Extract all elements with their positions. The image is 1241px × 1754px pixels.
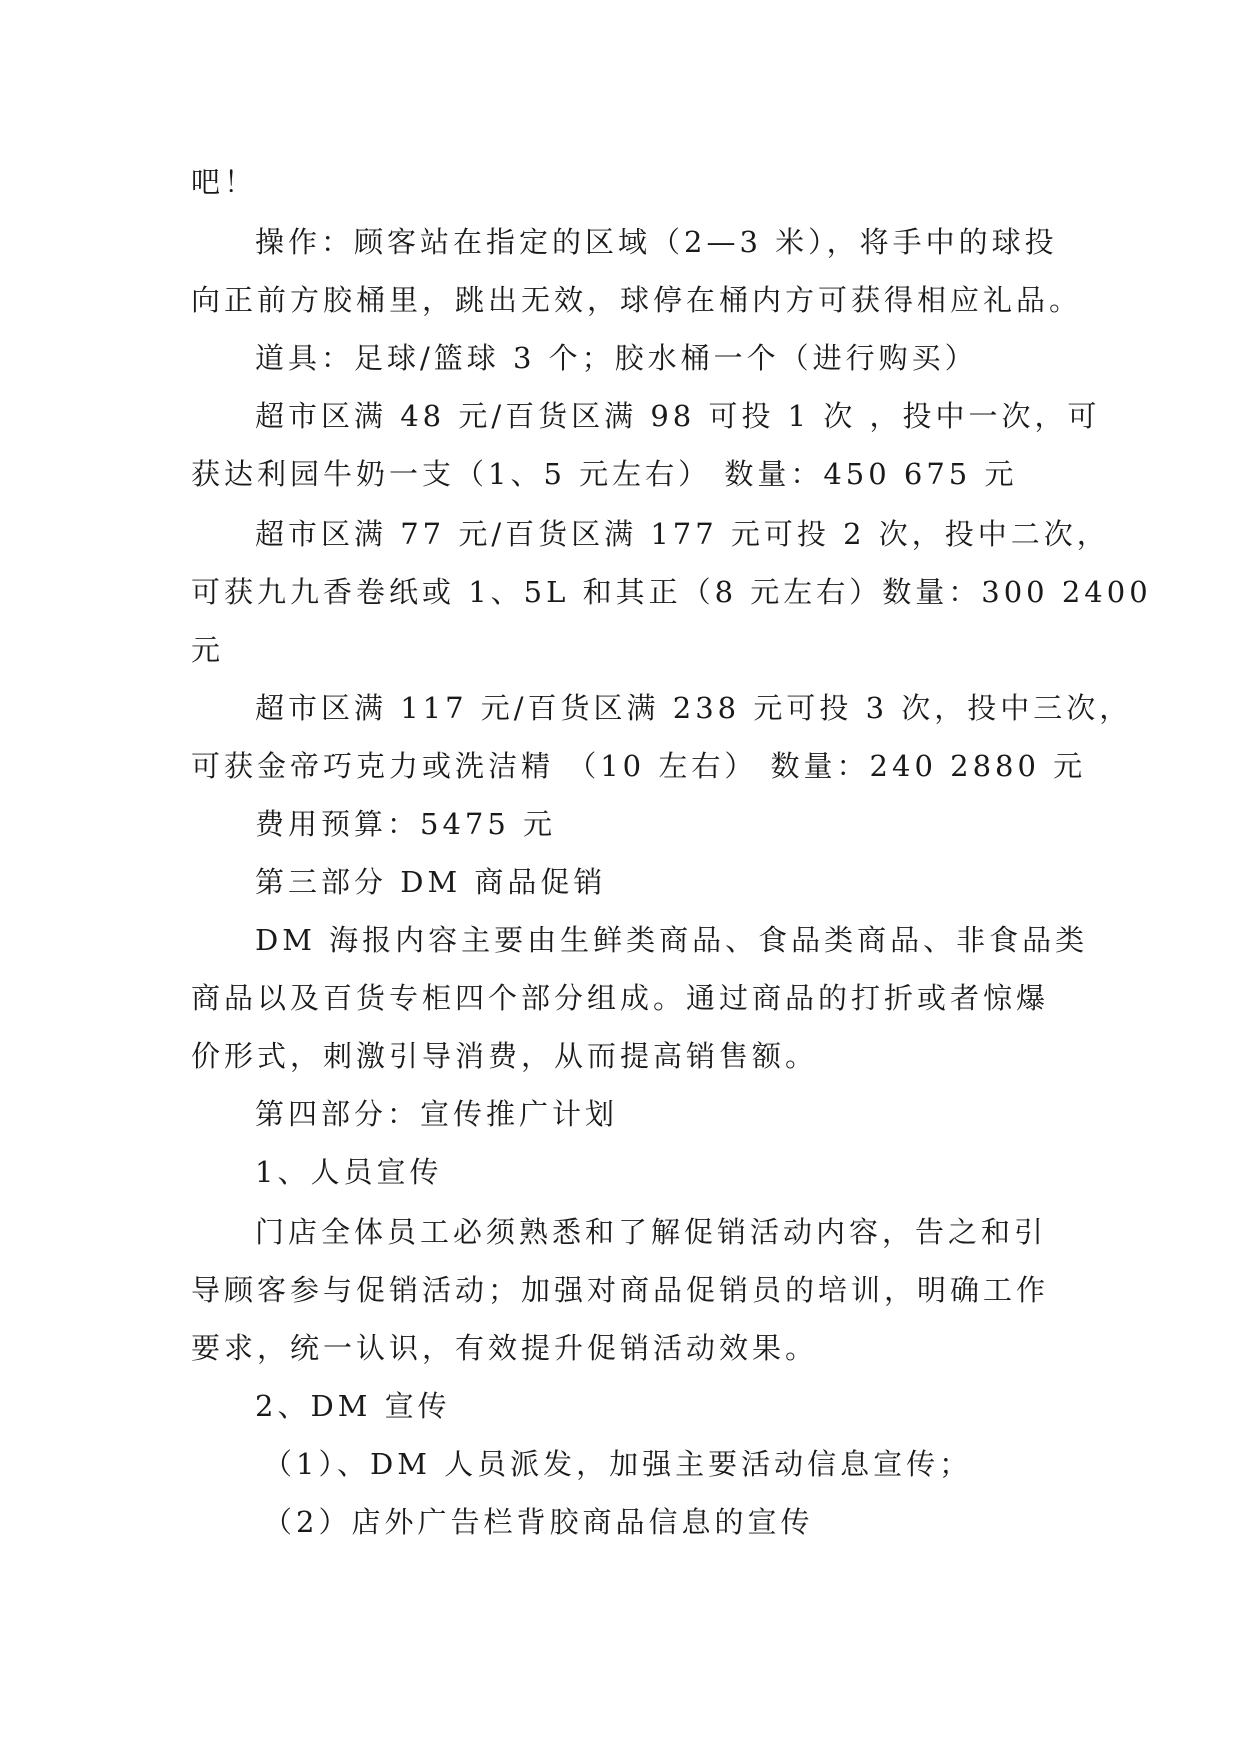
text-line: 商品以及百货专柜四个部分组成。通过商品的打折或者惊爆 (191, 981, 1050, 1015)
text-line: 超市区满 48 元/百货区满 98 可投 1 次 ，投中一次，可 (255, 399, 1101, 433)
text-line: DM 海报内容主要由生鲜类商品、食品类商品、非食品类 (255, 923, 1089, 957)
text-line: 道具：足球/篮球 3 个；胶水桶一个（进行购买） (255, 341, 978, 375)
list-item: （2）店外广告栏背胶商品信息的宣传 (263, 1505, 814, 1539)
text-line: 元 (191, 633, 225, 667)
text-line: 价形式，刺激引导消费，从而提高销售额。 (191, 1039, 819, 1073)
text-line: 可获九九香卷纸或 1、5L 和其正（8 元左右）数量：300 2400 (191, 575, 1152, 609)
subsection-heading: 1、人员宣传 (255, 1155, 443, 1189)
text-line: 费用预算：5475 元 (255, 807, 557, 841)
text-line: 要求，统一认识，有效提升促销活动效果。 (191, 1331, 819, 1365)
text-line: 门店全体员工必须熟悉和了解促销活动内容，告之和引 (255, 1215, 1048, 1249)
text-line: 获达利园牛奶一支（1、5 元左右） 数量：450 675 元 (191, 457, 1018, 491)
text-line: 超市区满 117 元/百货区满 238 元可投 3 次，投中三次， (255, 691, 1133, 725)
text-line: 向正前方胶桶里，跳出无效，球停在桶内方可获得相应礼品。 (191, 283, 1083, 317)
section-heading: 第四部分：宣传推广计划 (255, 1097, 619, 1131)
text-line: 导顾客参与促销活动；加强对商品促销员的培训，明确工作 (191, 1273, 1050, 1307)
text-line: 吧！ (191, 165, 258, 199)
section-heading: 第三部分 DM 商品促销 (255, 865, 607, 899)
subsection-heading: 2、DM 宣传 (255, 1389, 451, 1423)
text-line: 超市区满 77 元/百货区满 177 元可投 2 次，投中二次， (255, 517, 1110, 551)
text-line: 可获金帝巧克力或洗洁精 （10 左右） 数量：240 2880 元 (191, 749, 1087, 783)
text-line: 操作：顾客站在指定的区域（2—3 米），将手中的球投 (255, 225, 1058, 259)
list-item: （1）、DM 人员派发，加强主要活动信息宣传； (263, 1447, 973, 1481)
